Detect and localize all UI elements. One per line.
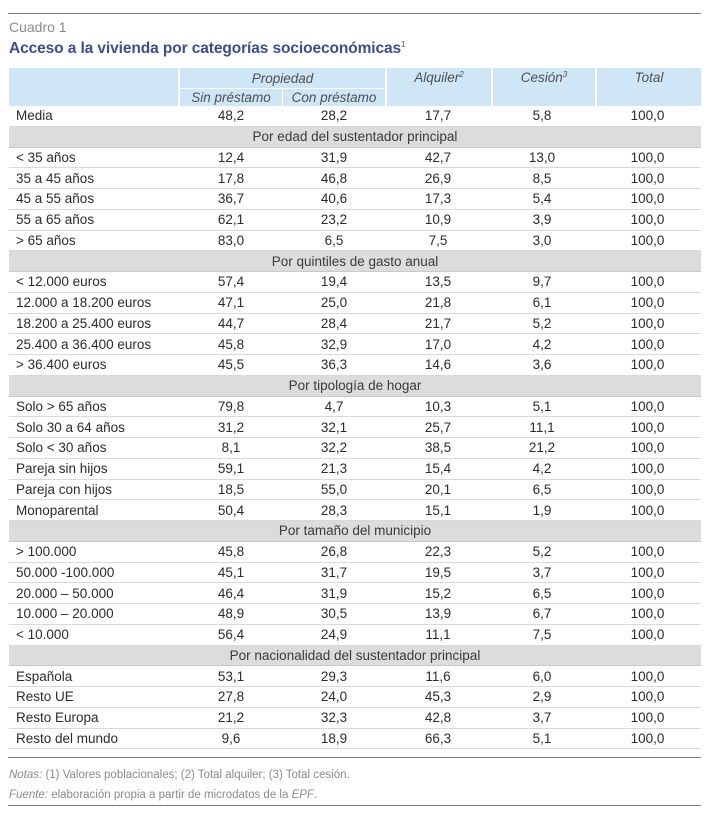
table-row	[9, 355, 701, 376]
cell-value: 20,1	[424, 481, 452, 497]
table-row	[9, 729, 701, 750]
header-total: Total	[597, 68, 701, 106]
cell-value: 100,0	[630, 710, 665, 726]
cell-value: 100,0	[630, 108, 665, 124]
cell-value: 21,2	[528, 440, 556, 456]
cell-value: 56,4	[217, 627, 245, 643]
cell-value: 32,3	[320, 710, 348, 726]
notes-label: Notas:	[9, 769, 43, 781]
cell-value: 5,1	[532, 398, 552, 414]
row-label: 35 a 45 años	[16, 170, 95, 186]
cell-value: 45,8	[217, 544, 245, 560]
cell-value: 6,5	[324, 232, 344, 248]
table-row	[9, 708, 701, 729]
cell-value: 6,5	[532, 481, 552, 497]
header-propiedad: Propiedad	[180, 68, 385, 89]
cell-value: 10,9	[424, 212, 452, 228]
cell-value: 45,3	[424, 689, 452, 705]
cell-value: 3,0	[532, 232, 552, 248]
cell-value: 22,3	[424, 544, 452, 560]
cell-value: 23,2	[320, 212, 348, 228]
cell-value: 28,4	[320, 315, 348, 331]
header-alquiler-mark: 2	[459, 70, 464, 79]
cell-value: 26,9	[424, 170, 452, 186]
cell-value: 100,0	[630, 398, 665, 414]
row-label: < 12.000 euros	[16, 274, 107, 290]
header-cesion	[493, 68, 595, 106]
cell-value: 26,8	[320, 544, 348, 560]
row-label: 45 a 55 años	[16, 191, 95, 207]
table-row	[9, 334, 701, 355]
header-blank-cell	[9, 68, 178, 106]
table-row	[9, 542, 701, 563]
source-line	[9, 785, 350, 805]
row-label: Solo < 30 años	[16, 440, 107, 456]
cell-value: 48,2	[217, 108, 245, 124]
row-label: Resto UE	[16, 689, 74, 705]
table-row	[9, 563, 701, 584]
cell-value: 100,0	[630, 419, 665, 435]
table-row	[9, 231, 701, 252]
cell-value: 19,4	[320, 274, 348, 290]
cell-value: 53,1	[217, 668, 245, 684]
row-label: 25.400 a 36.400 euros	[16, 336, 152, 352]
section-header: Por tipología de hogar	[9, 376, 701, 397]
cell-value: 13,0	[528, 149, 556, 165]
cell-value: 100,0	[630, 357, 665, 373]
table-title-text: Acceso a la vivienda por categorías socioeconómicas	[9, 40, 402, 58]
table-row	[9, 417, 701, 438]
cell-value: 11,1	[425, 627, 451, 643]
cell-value: 100,0	[630, 295, 665, 311]
table-row	[9, 666, 701, 687]
cell-value: 36,3	[320, 357, 348, 373]
cell-value: 100,0	[630, 212, 665, 228]
row-label: < 10.000	[16, 627, 69, 643]
cell-value: 57,4	[217, 274, 245, 290]
cell-value: 25,7	[424, 419, 452, 435]
header-cesion-text: Cesión	[520, 70, 563, 85]
cell-value: 17,3	[424, 191, 452, 207]
cell-value: 40,6	[320, 191, 348, 207]
notes-text: (1) Valores poblacionales; (2) Total alquiler; (3) Total cesión.	[42, 769, 350, 781]
cell-value: 6,1	[532, 295, 552, 311]
table-row	[9, 687, 701, 708]
cell-value: 6,5	[532, 585, 552, 601]
cell-value: 100,0	[630, 606, 665, 622]
cell-value: 100,0	[630, 461, 665, 477]
row-label: Española	[16, 668, 73, 684]
cell-value: 100,0	[630, 564, 665, 580]
bottom-rule	[8, 757, 701, 758]
cell-value: 44,7	[217, 315, 245, 331]
cell-value: 17,7	[424, 108, 452, 124]
cell-value: 100,0	[630, 170, 665, 186]
cell-value: 29,3	[320, 668, 348, 684]
cell-value: 28,3	[320, 502, 348, 518]
cell-value: 21,8	[424, 295, 452, 311]
header-sin-prestamo: Sin préstamo	[180, 89, 282, 106]
cell-value: 4,2	[532, 461, 552, 477]
cell-value: 17,0	[424, 336, 452, 352]
cell-value: 21,2	[217, 710, 245, 726]
cell-value: 100,0	[630, 440, 665, 456]
cell-value: 5,8	[532, 108, 552, 124]
row-label: Media	[16, 108, 53, 124]
cell-value: 13,5	[424, 274, 452, 290]
cell-value: 5,4	[532, 191, 552, 207]
cell-value: 25,0	[320, 295, 348, 311]
section-header: Por tamaño del municipio	[9, 521, 701, 542]
cell-value: 6,7	[532, 606, 552, 622]
table-row	[9, 168, 701, 189]
row-label: > 36.400 euros	[16, 357, 107, 373]
cell-value: 45,8	[217, 336, 245, 352]
cell-value: 4,2	[532, 336, 552, 352]
source-label: Fuente:	[9, 789, 48, 801]
cell-value: 31,9	[320, 149, 348, 165]
table-row	[9, 293, 701, 314]
cell-value: 100,0	[630, 481, 665, 497]
cell-value: 42,7	[424, 149, 452, 165]
cell-value: 24,9	[320, 627, 348, 643]
cell-value: 45,1	[217, 564, 245, 580]
cell-value: 79,8	[217, 398, 245, 414]
table-row	[9, 210, 701, 231]
table-row	[9, 480, 701, 501]
cell-value: 10,3	[424, 398, 452, 414]
row-label: 50.000 -100.000	[16, 564, 115, 580]
cell-value: 100,0	[630, 274, 665, 290]
source-text: elaboración propia a partir de microdatos de la	[48, 789, 292, 801]
row-label: Pareja con hijos	[16, 481, 113, 497]
row-label: Pareja sin hijos	[16, 461, 108, 477]
cell-value: 100,0	[630, 585, 665, 601]
cell-value: 18,9	[320, 730, 348, 746]
table-row	[9, 189, 701, 210]
row-label: 12.000 a 18.200 euros	[16, 295, 152, 311]
table-row	[9, 459, 701, 480]
cell-value: 100,0	[630, 232, 665, 248]
table-row	[9, 148, 701, 169]
cell-value: 19,5	[424, 564, 452, 580]
top-rule	[8, 13, 701, 14]
cell-value: 6,0	[532, 668, 552, 684]
section-header: Por quintiles de gasto anual	[9, 251, 701, 272]
cell-value: 11,6	[425, 668, 451, 684]
table-kicker: Cuadro 1	[9, 19, 67, 35]
row-label: > 100.000	[16, 544, 77, 560]
cell-value: 13,9	[424, 606, 452, 622]
cell-value: 9,6	[221, 730, 241, 746]
table-row	[9, 272, 701, 293]
header-alquiler	[387, 68, 491, 106]
cell-value: 59,1	[217, 461, 245, 477]
cell-value: 18,5	[217, 481, 245, 497]
cell-value: 7,5	[532, 627, 552, 643]
data-table	[9, 68, 701, 749]
cell-value: 31,2	[217, 419, 245, 435]
table-header	[9, 68, 701, 106]
table-row	[9, 438, 701, 459]
table-row	[9, 604, 701, 625]
cell-value: 15,1	[424, 502, 452, 518]
cell-value: 32,2	[320, 440, 348, 456]
cell-value: 38,5	[424, 440, 452, 456]
cell-value: 5,1	[532, 730, 552, 746]
table-row	[9, 314, 701, 335]
row-label: Resto Europa	[16, 710, 99, 726]
cell-value: 62,1	[217, 212, 245, 228]
cell-value: 3,9	[532, 212, 552, 228]
cell-value: 100,0	[630, 730, 665, 746]
row-label: 20.000 – 50.000	[16, 585, 114, 601]
table-row	[9, 625, 701, 646]
cell-value: 3,6	[532, 357, 552, 373]
cell-value: 8,5	[532, 170, 552, 186]
cell-value: 100,0	[630, 627, 665, 643]
row-label: > 65 años	[16, 232, 76, 248]
cell-value: 11,1	[529, 419, 555, 435]
header-cesion-mark: 3	[562, 70, 568, 79]
cell-value: 7,5	[428, 232, 448, 248]
source-epf: EPF	[291, 789, 314, 801]
row-label: 18.200 a 25.400 euros	[16, 315, 152, 331]
cell-value: 17,8	[217, 170, 245, 186]
header-alquiler-text: Alquiler	[414, 70, 460, 85]
title-footnote-mark: 1	[401, 40, 406, 49]
cell-value: 50,4	[217, 502, 245, 518]
row-label: Solo > 65 años	[16, 398, 107, 414]
cell-value: 100,0	[630, 336, 665, 352]
row-label: < 35 años	[16, 149, 76, 165]
cell-value: 21,3	[320, 461, 348, 477]
cell-value: 2,9	[532, 689, 552, 705]
table-body	[9, 106, 701, 749]
table-row	[9, 397, 701, 418]
cell-value: 48,9	[217, 606, 245, 622]
cell-value: 100,0	[630, 689, 665, 705]
row-label: Resto del mundo	[16, 730, 119, 746]
cell-value: 47,1	[217, 295, 245, 311]
source-end: .	[313, 789, 318, 801]
cell-value: 100,0	[630, 502, 665, 518]
cell-value: 42,8	[424, 710, 452, 726]
cell-value: 100,0	[630, 544, 665, 560]
cell-value: 3,7	[532, 564, 552, 580]
cell-value: 46,8	[320, 170, 348, 186]
cell-value: 83,0	[217, 232, 245, 248]
table-notes	[9, 765, 350, 805]
cell-value: 32,9	[320, 336, 348, 352]
cell-value: 24,0	[320, 689, 348, 705]
section-header: Por nacionalidad del sustentador principal	[9, 646, 701, 667]
table-row	[9, 583, 701, 604]
cell-value: 31,7	[320, 564, 348, 580]
table-title	[9, 40, 405, 58]
cell-value: 55,0	[320, 481, 348, 497]
cell-value: 15,4	[424, 461, 452, 477]
cell-value: 14,6	[424, 357, 452, 373]
cell-value: 100,0	[630, 315, 665, 331]
cell-value: 9,7	[532, 274, 552, 290]
cell-value: 1,9	[532, 502, 552, 518]
cell-value: 12,4	[217, 149, 245, 165]
row-label: Solo 30 a 64 años	[16, 419, 125, 435]
cell-value: 15,2	[424, 585, 452, 601]
section-header: Por edad del sustentador principal	[9, 127, 701, 148]
row-label: Monoparental	[16, 502, 99, 518]
cell-value: 32,1	[320, 419, 348, 435]
row-label: 10.000 – 20.000	[16, 606, 114, 622]
cell-value: 36,7	[217, 191, 245, 207]
cell-value: 8,1	[221, 440, 241, 456]
notes-line	[9, 765, 350, 785]
cell-value: 31,9	[320, 585, 348, 601]
cell-value: 66,3	[424, 730, 452, 746]
row-label: 55 a 65 años	[16, 212, 95, 228]
cell-value: 28,2	[320, 108, 348, 124]
cell-value: 21,7	[424, 315, 452, 331]
cell-value: 27,8	[217, 689, 245, 705]
header-con-prestamo: Con préstamo	[283, 89, 385, 106]
cell-value: 4,7	[324, 398, 344, 414]
end-rule	[8, 805, 701, 806]
cell-value: 30,5	[320, 606, 348, 622]
cell-value: 3,7	[532, 710, 552, 726]
cell-value: 46,4	[217, 585, 245, 601]
cell-value: 100,0	[630, 149, 665, 165]
cell-value: 100,0	[630, 668, 665, 684]
cell-value: 100,0	[630, 191, 665, 207]
table-row	[9, 500, 701, 521]
cell-value: 5,2	[532, 544, 552, 560]
table-row-media	[9, 106, 701, 127]
cell-value: 45,5	[217, 357, 245, 373]
cell-value: 5,2	[532, 315, 552, 331]
